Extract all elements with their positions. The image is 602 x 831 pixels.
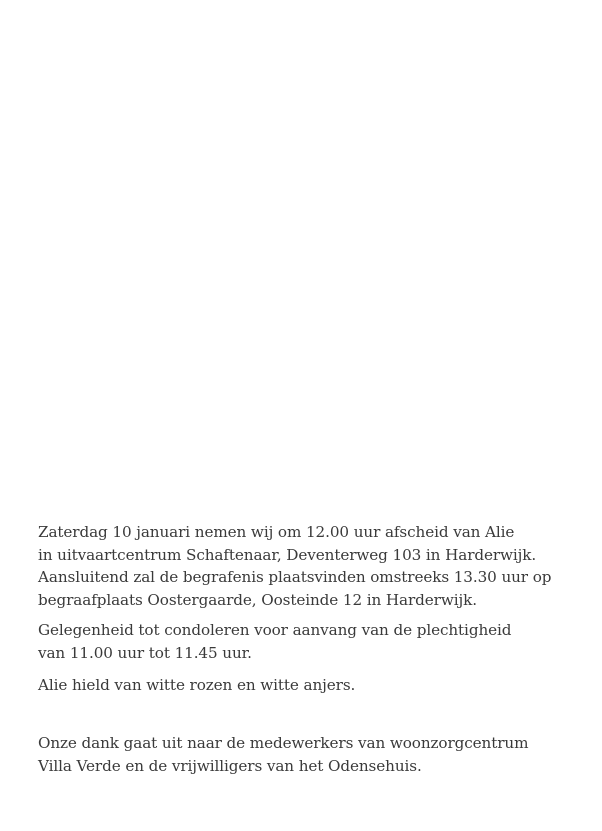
ceremony-line: Zaterdag 10 januari nemen wij om 12.00 uur afscheid van Alie: [38, 523, 515, 541]
thanks-paragraph: [38, 732, 578, 777]
flowers-paragraph: [38, 674, 578, 697]
ceremony-line: in uitvaartcentrum Schaftenaar, Deventerweg 103 in Harderwijk.: [38, 545, 537, 564]
ceremony-line: Aansluitend zal de begrafenis plaatsvinden omstreeks 13.30 uur op: [38, 568, 552, 587]
ceremony-paragraph: [38, 521, 578, 611]
condolence-line: Gelegenheid tot condoleren voor aanvang van de plechtigheid: [38, 621, 512, 639]
thanks-line: Onze dank gaat uit naar de medewerkers van woonzorgcentrum: [38, 734, 529, 752]
condolence-paragraph: [38, 619, 578, 664]
condolence-line: van 11.00 uur tot 11.45 uur.: [38, 643, 252, 662]
thanks-line: Villa Verde en de vrijwilligers van het Odensehuis.: [38, 756, 422, 775]
ceremony-line: begraafplaats Oostergaarde, Oosteinde 12 in Harderwijk.: [38, 590, 477, 609]
flowers-line: Alie hield van witte rozen en witte anjers.: [38, 676, 356, 694]
